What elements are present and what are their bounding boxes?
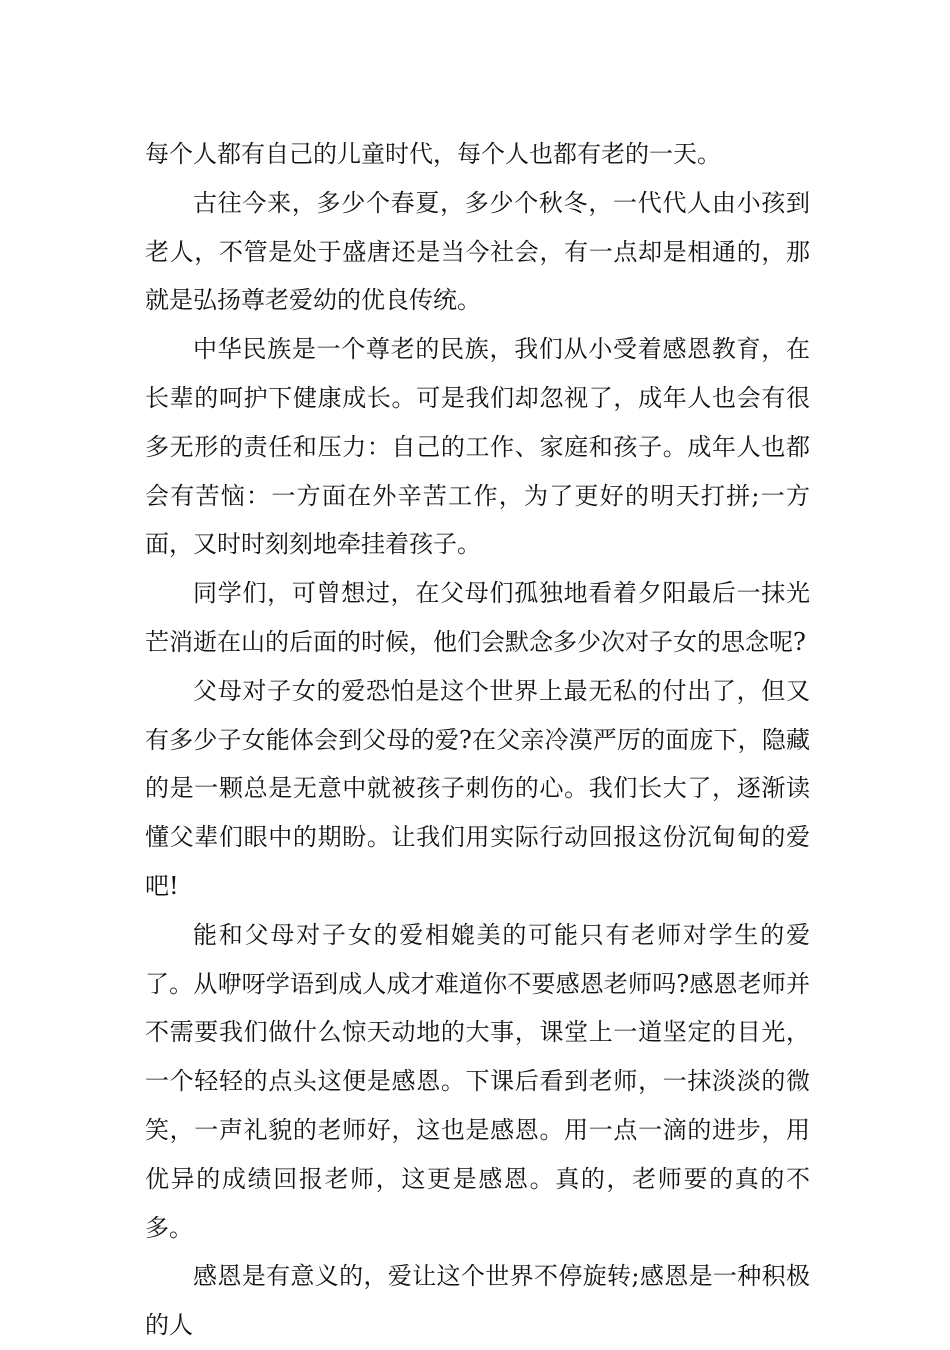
paragraph-6: 能和父母对子女的爱相媲美的可能只有老师对学生的爱了。从咿呀学语到成人成才难道你不要感恩老师吗?感恩老师并不需要我们做什么惊天动地的大事，课堂上一道坚定的目光，一个轻轻的点头这便是感恩。下课后看到老师，一抹淡淡的微笑，一声礼貌的老师好，这也是感恩。用一点一滴的进步，用优异的成绩回报老师，这更是感恩。真的，老师要的真的不多。 bbox=[145, 920, 810, 1242]
paragraph-5: 父母对子女的爱恐怕是这个世界上最无私的付出了，但又有多少子女能体会到父母的爱?在父亲冷漠严厉的面庞下，隐藏的是一颗总是无意中就被孩子刺伤的心。我们长大了，逐渐读懂父辈们眼中的期盼。让我们用实际行动回报这份沉甸甸的爱吧! bbox=[145, 676, 810, 900]
paragraph-2: 古往今来，多少个春夏，多少个秋冬，一代代人由小孩到老人，不管是处于盛唐还是当今社会，有一点却是相通的，那就是弘扬尊老爱幼的优良传统。 bbox=[145, 188, 810, 315]
paragraph-7: 感恩是有意义的，爱让这个世界不停旋转;感恩是一种积极的人 bbox=[145, 1262, 810, 1340]
document-body bbox=[145, 130, 810, 1350]
paragraph-4: 同学们，可曾想过，在父母们孤独地看着夕阳最后一抹光芒消逝在山的后面的时候，他们会默念多少次对子女的思念呢? bbox=[145, 579, 810, 656]
paragraph-1: 每个人都有自己的儿童时代，每个人也都有老的一天。 bbox=[145, 140, 721, 168]
paragraph-3: 中华民族是一个尊老的民族，我们从小受着感恩教育，在长辈的呵护下健康成长。可是我们却忽视了，成年人也会有很多无形的责任和压力：自己的工作、家庭和孩子。成年人也都会有苦恼：一方面在外辛苦工作，为了更好的明天打拼;一方面，又时时刻刻地牵挂着孩子。 bbox=[145, 335, 810, 559]
